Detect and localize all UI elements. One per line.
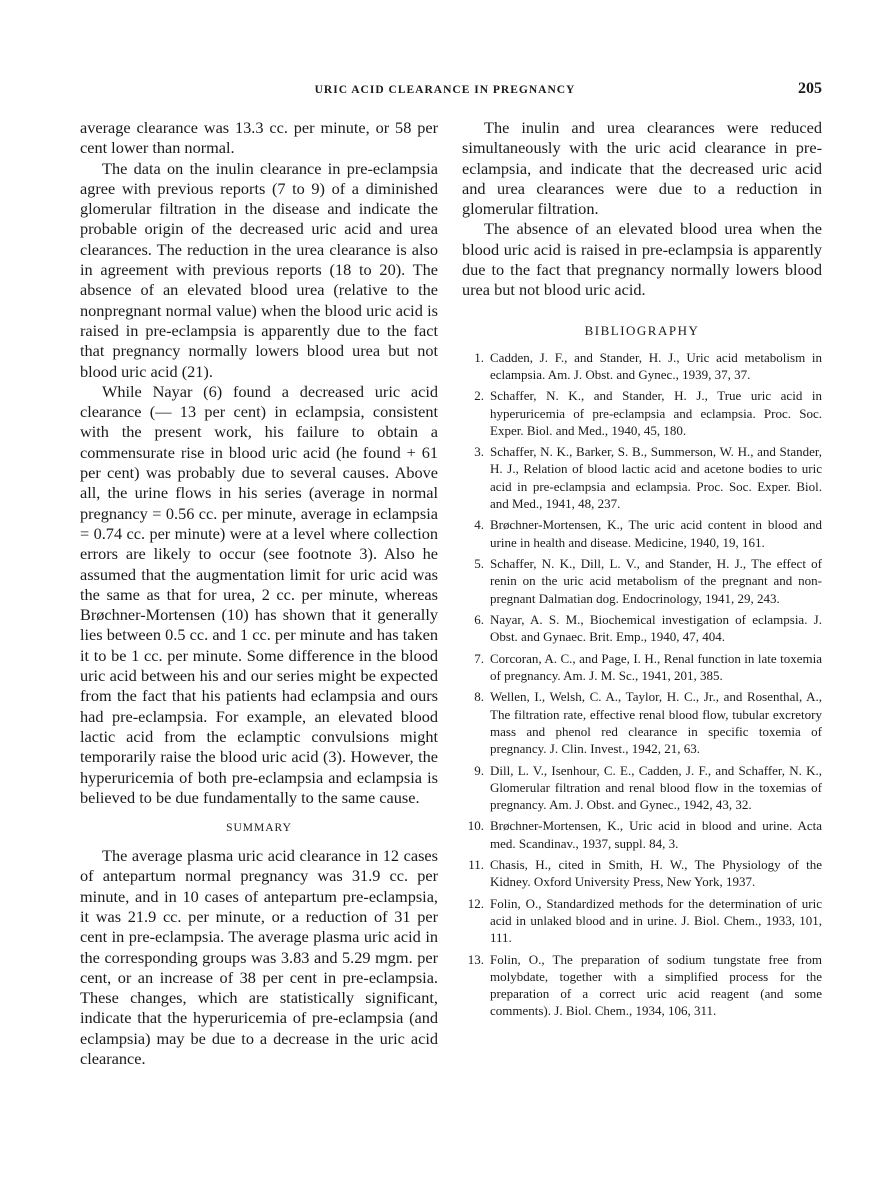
reference-text: Chasis, H., cited in Smith, H. W., The Physiology of the Kidney. Oxford University Press, New York, 1937. bbox=[490, 857, 822, 890]
reference-item bbox=[462, 762, 822, 814]
body-paragraph: The inulin and urea clearances were reduced simultaneously with the uric acid clearance in pre-eclampsia, and indicate that the decreased uric acid and urea clearances were due to a reduction in glomerular filtration. bbox=[462, 118, 822, 219]
reference-number: 6. bbox=[474, 612, 484, 627]
reference-item bbox=[462, 650, 822, 684]
reference-number: 4. bbox=[474, 517, 484, 533]
body-paragraph: While Nayar (6) found a decreased uric acid clearance (— 13 per cent) in eclampsia, consistent with the present work, his failure to obtain a commensurate rise in blood uric acid (he found + 61 per cent) was probably due to several causes. Above all, the urine flows in his series (average in normal pregnancy = 0.56 cc. per minute, average in eclampsia = 0.74 cc. per minute) were at a level where collection errors are likely to occur (see footnote 3). Also he assumed that the augmentation limit for uric acid was the same as that for urea, 2 cc. per minute, whereas Brøchner-Mortensen (10) has shown that it generally lies between 0.5 cc. and 1 cc. per minute and has taken it to be 1 cc. per minute. Some difference in the blood uric acid between his and our series might be expected from the fact that his patients had eclampsia and ours had pre-eclampsia. For example, an elevated blood lactic acid from the eclamptic convulsions might temporarily raise the blood uric acid (3). However, the hyperuricemia of both pre-eclampsia and eclampsia is believed to be due fundamentally to the same cause. bbox=[80, 381, 438, 807]
reference-item bbox=[462, 856, 822, 890]
reference-number: 2. bbox=[474, 388, 484, 404]
reference-number: 8. bbox=[474, 689, 484, 705]
reference-text: Folin, O., Standardized methods for the determination of uric acid in unlaked blood and in urine. J. Biol. Chem., 1933, 101, 111. bbox=[490, 895, 822, 946]
reference-text: Wellen, I., Welsh, C. A., Taylor, H. C., Jr., and Rosenthal, A., The filtration rate, effective renal blood flow, tubular excretory mass and phenol red clearance in specific toxemia of pregnancy. J. Clin. Invest., 1942, 21, 63. bbox=[490, 689, 822, 757]
right-column bbox=[462, 118, 822, 1024]
reference-item bbox=[462, 895, 822, 947]
body-paragraph: The absence of an elevated blood urea when the blood uric acid is raised in pre-eclampsia is apparently due to the fact that pregnancy normally lowers blood urea but not blood uric acid. bbox=[462, 219, 822, 300]
reference-text: Schaffer, N. K., Dill, L. V., and Stander, H. J., The effect of renin on the uric acid metabolism of the pregnant and non-pregnant Dalmatian dog. Endocrinology, 1941, 29, 243. bbox=[490, 556, 822, 606]
summary-heading: SUMMARY bbox=[226, 822, 292, 835]
reference-number: 7. bbox=[474, 650, 484, 666]
reference-text: Nayar, A. S. M., Biochemical investigation of eclampsia. J. Obst. and Gynaec. Brit. Emp., 1940, 47, 404. bbox=[490, 612, 822, 645]
reference-text: Corcoran, A. C., and Page, I. H., Renal function in late toxemia of pregnancy. Am. J. M. Sc., 1941, 201, 385. bbox=[490, 650, 822, 683]
reference-item bbox=[462, 443, 822, 512]
reference-text: Schaffer, N. K., and Stander, H. J., True uric acid in hyperuricemia of pre-eclampsia and eclampsia. Proc. Soc. Exper. Biol. and Med., 1940, 45, 180. bbox=[490, 388, 822, 438]
reference-number: 11. bbox=[468, 857, 484, 873]
page-number: 205 bbox=[798, 80, 822, 97]
reference-list bbox=[462, 349, 822, 1020]
reference-number: 3. bbox=[474, 444, 484, 460]
left-column bbox=[80, 118, 438, 1069]
reference-number: 5. bbox=[474, 556, 484, 572]
reference-text: Schaffer, N. K., Barker, S. B., Summerson, W. H., and Stander, H. J., Relation of blood lactic acid and acetone bodies to uric acid in pre-eclampsia and eclampsia. Proc. Soc. Exper. Biol. and Med., 1941, 48, 237. bbox=[490, 444, 822, 511]
reference-text: Folin, O., The preparation of sodium tungstate free from molybdate, together with a simplified process for the preparation of a correct uric acid reagent (and some comments). J. Biol. Chem., 1934, 106, 311. bbox=[490, 951, 822, 1019]
reference-item bbox=[462, 349, 822, 383]
reference-text: Brøchner-Mortensen, K., The uric acid content in blood and urine in health and disease. Medicine, 1940, 19, 161. bbox=[490, 517, 822, 550]
reference-item bbox=[462, 555, 822, 607]
reference-number: 10. bbox=[467, 818, 484, 834]
reference-number: 12. bbox=[467, 895, 484, 911]
reference-number: 1. bbox=[474, 349, 484, 365]
bibliography-heading: BIBLIOGRAPHY bbox=[584, 322, 700, 338]
reference-number: 9. bbox=[474, 762, 484, 778]
reference-item bbox=[462, 817, 822, 851]
reference-item bbox=[462, 611, 822, 645]
reference-text: Cadden, J. F., and Stander, H. J., Uric acid metabolism in eclampsia. Am. J. Obst. and Gynec., 1939, 37, 37. bbox=[490, 349, 822, 382]
reference-item bbox=[462, 951, 822, 1020]
body-paragraph: The data on the inulin clearance in pre-eclampsia agree with previous reports (7 to 9) of a diminished glomerular filtration in the disease and indicate the probable origin of the decreased uric acid and urea clearances. The reduction in the urea clearance is also in agreement with previous reports (18 to 20). The absence of an elevated blood urea (relative to the nonpregnant normal value) when the blood uric acid is raised in pre-eclampsia is apparently due to the fact that pregnancy normally lowers blood urea but not blood uric acid (21). bbox=[80, 158, 438, 381]
reference-number: 13. bbox=[467, 951, 484, 967]
summary-paragraph: The average plasma uric acid clearance in 12 cases of antepartum normal pregnancy was 31.9 cc. per minute, and in 10 cases of antepartum pre-eclampsia, it was 21.9 cc. per minute, or a reduction of 31 per cent in pre-eclampsia. The average plasma uric acid in the corresponding groups was 3.83 and 5.29 mgm. per cent, or an increase of 38 per cent in pre-eclampsia. These changes, which are statistically significant, indicate that the hyperuricemia of pre-eclampsia (and eclampsia) may be due to a decrease in the uric acid clearance. bbox=[80, 846, 438, 1069]
body-paragraph: average clearance was 13.3 cc. per minute, or 58 per cent lower than normal. bbox=[80, 118, 438, 158]
reference-text: Dill, L. V., Isenhour, C. E., Cadden, J. F., and Schaffer, N. K., Glomerular filtration and renal blood flow in the toxemias of pregnancy. Am. J. Obst. and Gynec., 1942, 43, 32. bbox=[490, 762, 822, 812]
reference-item bbox=[462, 387, 822, 439]
reference-item bbox=[462, 688, 822, 757]
reference-item bbox=[462, 516, 822, 550]
running-title: URIC ACID CLEARANCE IN PREGNANCY bbox=[314, 84, 576, 96]
reference-text: Brøchner-Mortensen, K., Uric acid in blood and urine. Acta med. Scandinav., 1937, suppl. 84, 3. bbox=[490, 818, 822, 851]
